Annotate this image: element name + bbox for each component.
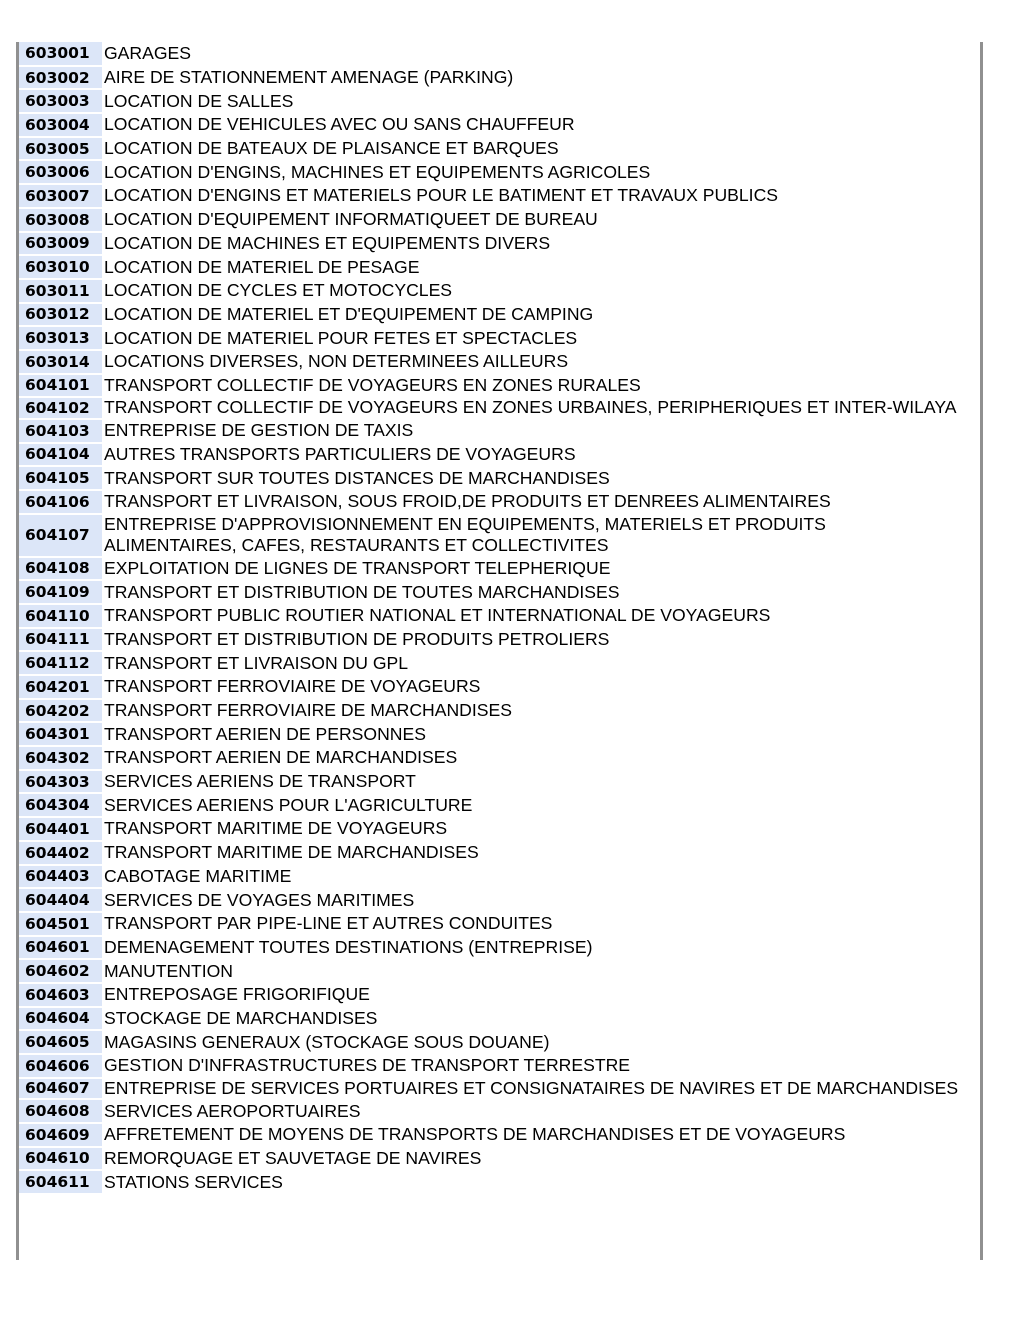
activity-code: 603008: [19, 208, 102, 232]
activity-code: 604111: [19, 628, 102, 652]
activity-code: 603005: [19, 137, 102, 161]
activity-label: LOCATION DE MATERIEL POUR FETES ET SPECTACLES: [104, 327, 578, 348]
activity-label: GARAGES: [104, 43, 192, 64]
activity-label: TRANSPORT COLLECTIF DE VOYAGEURS EN ZONES URBAINES, PERIPHERIQUES ET INTER-WILAYA: [104, 397, 957, 418]
table-row: [19, 557, 959, 581]
table-row: [19, 255, 959, 279]
table-row: [19, 888, 959, 912]
page-frame: [16, 42, 984, 1260]
activity-code: 604304: [19, 793, 102, 817]
table-row: [19, 514, 959, 557]
activity-label: LOCATION D'EQUIPEMENT INFORMATIQUEET DE BUREAU: [104, 209, 598, 230]
table-row: [19, 419, 959, 443]
table-row: [19, 374, 959, 398]
activity-code: 604107: [19, 514, 102, 557]
table-row: [19, 841, 959, 865]
activity-code: 604605: [19, 1030, 102, 1054]
activity-label: EXPLOITATION DE LIGNES DE TRANSPORT TELEPHERIQUE: [104, 557, 611, 578]
activity-codes-table: [19, 42, 959, 1195]
table-row: [19, 1170, 959, 1194]
activity-code: 604108: [19, 557, 102, 581]
table-row: [19, 1123, 959, 1147]
table-row: [19, 443, 959, 467]
activity-code: 604611: [19, 1170, 102, 1194]
table-row: [19, 279, 959, 303]
activity-label: DEMENAGEMENT TOUTES DESTINATIONS (ENTREPRISE): [104, 936, 593, 957]
activity-label: TRANSPORT ET DISTRIBUTION DE PRODUITS PETROLIERS: [104, 628, 610, 649]
table-row: [19, 651, 959, 675]
activity-code: 603009: [19, 232, 102, 256]
table-row: [19, 1147, 959, 1171]
activity-label: ENTREPRISE DE SERVICES PORTUAIRES ET CONSIGNATAIRES DE NAVIRES ET DE MARCHANDISES: [104, 1077, 959, 1098]
activity-code: 603003: [19, 89, 102, 113]
activity-code: 604403: [19, 865, 102, 889]
table-row: [19, 1099, 959, 1123]
activity-label: LOCATION D'ENGINS ET MATERIELS POUR LE BATIMENT ET TRAVAUX PUBLICS: [104, 185, 779, 206]
table-row: [19, 936, 959, 960]
activity-code: 604608: [19, 1099, 102, 1123]
activity-code: 603012: [19, 303, 102, 327]
activity-code: 604601: [19, 936, 102, 960]
table-row: [19, 1030, 959, 1054]
table-row: [19, 628, 959, 652]
activity-code: 604402: [19, 841, 102, 865]
activity-label: TRANSPORT ET LIVRAISON DU GPL: [104, 652, 409, 673]
activity-code: 603001: [19, 42, 102, 66]
table-row: [19, 137, 959, 161]
activity-label: LOCATIONS DIVERSES, NON DETERMINEES AILLEURS: [104, 351, 569, 372]
activity-label: LOCATION DE BATEAUX DE PLAISANCE ET BARQUES: [104, 138, 559, 159]
activity-label: TRANSPORT ET LIVRAISON, SOUS FROID,DE PRODUITS ET DENREES ALIMENTAIRES: [104, 491, 831, 512]
activity-label: AUTRES TRANSPORTS PARTICULIERS DE VOYAGEURS: [104, 443, 576, 464]
table-row: [19, 326, 959, 350]
activity-label: SERVICES AEROPORTUAIRES: [104, 1100, 361, 1121]
activity-code: 603013: [19, 326, 102, 350]
activity-label: LOCATION DE MATERIEL DE PESAGE: [104, 256, 420, 277]
activity-code: 604501: [19, 912, 102, 936]
table-row: [19, 208, 959, 232]
table-row: [19, 699, 959, 723]
activity-label: TRANSPORT MARITIME DE MARCHANDISES: [104, 842, 479, 863]
activity-code: 603014: [19, 350, 102, 374]
activity-code: 604606: [19, 1054, 102, 1078]
activity-code: 603004: [19, 113, 102, 137]
activity-label: STATIONS SERVICES: [104, 1171, 283, 1192]
activity-label: TRANSPORT SUR TOUTES DISTANCES DE MARCHANDISES: [104, 467, 610, 488]
activity-code: 604301: [19, 722, 102, 746]
table-row: [19, 770, 959, 794]
activity-label: MAGASINS GENERAUX (STOCKAGE SOUS DOUANE): [104, 1031, 550, 1052]
table-row: [19, 350, 959, 374]
activity-label: TRANSPORT FERROVIAIRE DE MARCHANDISES: [104, 700, 512, 721]
activity-label: AIRE DE STATIONNEMENT AMENAGE (PARKING): [104, 67, 514, 88]
table-row: [19, 66, 959, 90]
activity-label: LOCATION DE MATERIEL ET D'EQUIPEMENT DE CAMPING: [104, 303, 594, 324]
activity-label: CABOTAGE MARITIME: [104, 865, 292, 886]
table-row: [19, 89, 959, 113]
activity-label: SERVICES DE VOYAGES MARITIMES: [104, 889, 415, 910]
table-row: [19, 490, 959, 514]
activity-label: ENTREPRISE D'APPROVISIONNEMENT EN EQUIPEMENTS, MATERIELS ET PRODUITS ALIMENTAIRES, CAFES, RESTAURANTS ET COLLECTIVITES: [104, 513, 826, 556]
activity-code: 604610: [19, 1147, 102, 1171]
table-row: [19, 604, 959, 628]
activity-label: AFFRETEMENT DE MOYENS DE TRANSPORTS DE MARCHANDISES ET DE VOYAGEURS: [104, 1124, 846, 1145]
activity-code: 604404: [19, 888, 102, 912]
activity-label: LOCATION DE MACHINES ET EQUIPEMENTS DIVERS: [104, 232, 551, 253]
activity-label: SERVICES AERIENS DE TRANSPORT: [104, 771, 416, 792]
activity-code: 603010: [19, 255, 102, 279]
activity-code: 604105: [19, 466, 102, 490]
table-row: [19, 912, 959, 936]
activity-label: STOCKAGE DE MARCHANDISES: [104, 1007, 378, 1028]
activity-label: TRANSPORT PAR PIPE-LINE ET AUTRES CONDUITES: [104, 913, 553, 934]
table-row: [19, 746, 959, 770]
activity-code: 604607: [19, 1078, 102, 1100]
activity-code: 604102: [19, 397, 102, 419]
activity-code: 604201: [19, 675, 102, 699]
table-row: [19, 675, 959, 699]
activity-label: TRANSPORT ET DISTRIBUTION DE TOUTES MARCHANDISES: [104, 581, 620, 602]
activity-code: 604303: [19, 770, 102, 794]
activity-code: 604112: [19, 651, 102, 675]
activity-code: 604202: [19, 699, 102, 723]
activity-code: 604609: [19, 1123, 102, 1147]
activity-label: TRANSPORT MARITIME DE VOYAGEURS: [104, 818, 448, 839]
activity-label: LOCATION D'ENGINS, MACHINES ET EQUIPEMENTS AGRICOLES: [104, 161, 651, 182]
activity-code: 604103: [19, 419, 102, 443]
activity-code: 604401: [19, 817, 102, 841]
activity-code: 603006: [19, 160, 102, 184]
activity-label: MANUTENTION: [104, 960, 234, 981]
activity-label: TRANSPORT AERIEN DE MARCHANDISES: [104, 747, 458, 768]
activity-code: 604101: [19, 374, 102, 398]
table-row: [19, 1078, 959, 1100]
activity-label: ENTREPOSAGE FRIGORIFIQUE: [104, 984, 370, 1005]
table-row: [19, 466, 959, 490]
table-row: [19, 184, 959, 208]
table-row: [19, 397, 959, 419]
table-row: [19, 232, 959, 256]
table-row: [19, 722, 959, 746]
table-row: [19, 959, 959, 983]
table-row: [19, 1054, 959, 1078]
table-row: [19, 580, 959, 604]
activity-label: ENTREPRISE DE GESTION DE TAXIS: [104, 420, 414, 441]
activity-code: 604110: [19, 604, 102, 628]
activity-label: TRANSPORT PUBLIC ROUTIER NATIONAL ET INTERNATIONAL DE VOYAGEURS: [104, 605, 771, 626]
right-border-line: [980, 42, 983, 1260]
activity-code: 603011: [19, 279, 102, 303]
activity-label: LOCATION DE SALLES: [104, 90, 294, 111]
activity-code: 604106: [19, 490, 102, 514]
table-row: [19, 817, 959, 841]
activity-code: 604603: [19, 983, 102, 1007]
activity-code: 603002: [19, 66, 102, 90]
table-row: [19, 303, 959, 327]
table-row: [19, 160, 959, 184]
activity-code: 604604: [19, 1007, 102, 1031]
table-row: [19, 42, 959, 66]
table-row: [19, 865, 959, 889]
activity-label: SERVICES AERIENS POUR L'AGRICULTURE: [104, 794, 473, 815]
activity-label: GESTION D'INFRASTRUCTURES DE TRANSPORT TERRESTRE: [104, 1055, 631, 1076]
activity-label: TRANSPORT COLLECTIF DE VOYAGEURS EN ZONES RURALES: [104, 374, 641, 395]
activity-code: 604302: [19, 746, 102, 770]
activity-code: 603007: [19, 184, 102, 208]
activity-label: REMORQUAGE ET SAUVETAGE DE NAVIRES: [104, 1147, 482, 1168]
table-row: [19, 983, 959, 1007]
activity-codes-body: [19, 42, 959, 1194]
activity-code: 604602: [19, 959, 102, 983]
activity-label: TRANSPORT AERIEN DE PERSONNES: [104, 723, 426, 744]
activity-label: TRANSPORT FERROVIAIRE DE VOYAGEURS: [104, 676, 481, 697]
table-row: [19, 1007, 959, 1031]
table-row: [19, 793, 959, 817]
activity-code: 604104: [19, 443, 102, 467]
activity-label: LOCATION DE VEHICULES AVEC OU SANS CHAUFFEUR: [104, 114, 575, 135]
table-row: [19, 113, 959, 137]
activity-code: 604109: [19, 580, 102, 604]
activity-label: LOCATION DE CYCLES ET MOTOCYCLES: [104, 280, 453, 301]
